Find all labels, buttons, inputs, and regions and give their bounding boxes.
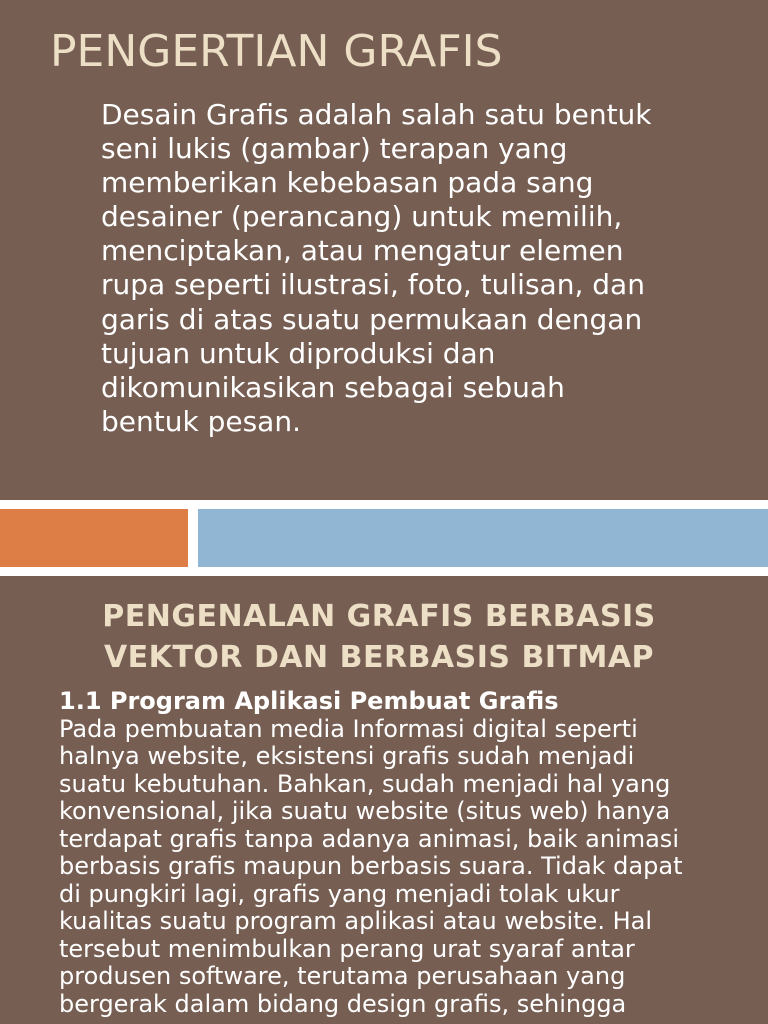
title-line: PENGENALAN GRAFIS BERBASIS xyxy=(102,599,656,634)
body-line: desainer (perancang) untuk memilih, xyxy=(101,200,623,234)
body-line: garis di atas suatu permukaan dengan xyxy=(101,302,643,336)
body-line: Desain Grafis adalah salah satu bentuk xyxy=(101,98,652,131)
body-line: dikomunikasikan sebagai sebuah xyxy=(101,370,565,404)
body-line: tujuan untuk diproduksi dan xyxy=(101,336,496,370)
body-line: seni lukis (gambar) terapan yang xyxy=(101,132,568,166)
accent-bar-orange xyxy=(0,509,188,567)
body-line: halnya website, eksistensi grafis sudah menjadi xyxy=(59,742,635,770)
title-line: VEKTOR DAN BERBASIS BITMAP xyxy=(103,640,655,675)
body-line: bentuk pesan. xyxy=(101,404,301,438)
body-line: Pada pembuatan media Informasi digital seperti xyxy=(59,714,638,743)
body-line: terdapat grafis tanpa adanya animasi, baik animasi xyxy=(59,824,679,853)
body-line: bergerak dalam bidang design grafis, sehingga xyxy=(59,989,627,1018)
slide-body-text xyxy=(101,98,761,439)
body-line: konvensional, jika suatu website (situs web) hanya xyxy=(59,797,671,825)
body-line: produsen software, terutama perusahaan yang xyxy=(59,962,626,990)
body-line: rupa seperti ilustrasi, foto, tulisan, dan xyxy=(101,268,645,302)
slide-title: PENGERTIAN GRAFIS xyxy=(50,26,503,77)
accent-bar-blue xyxy=(198,509,768,567)
body-line: kualitas suatu program aplikasi atau website. Hal xyxy=(59,907,652,935)
slide-pengertian-grafis xyxy=(0,0,768,500)
body-line: tersebut menimbulkan perang urat syaraf antar xyxy=(59,934,635,963)
slide-body-text xyxy=(59,688,764,1018)
body-line: menciptakan, atau mengatur elemen xyxy=(101,234,624,268)
body-line: berbasis grafis maupun berbasis suara. Tidak dapat xyxy=(59,852,683,880)
body-line: memberikan kebebasan pada sang xyxy=(101,166,594,200)
slide-pengenalan-grafis xyxy=(0,576,768,1024)
section-subheading: 1.1 Program Aplikasi Pembuat Grafis xyxy=(59,687,559,715)
slide-title xyxy=(0,596,758,678)
body-line: suatu kebutuhan. Bahkan, sudah menjadi hal yang xyxy=(59,769,671,798)
body-line: di pungkiri lagi, grafis yang menjadi tolak ukur xyxy=(59,879,620,908)
